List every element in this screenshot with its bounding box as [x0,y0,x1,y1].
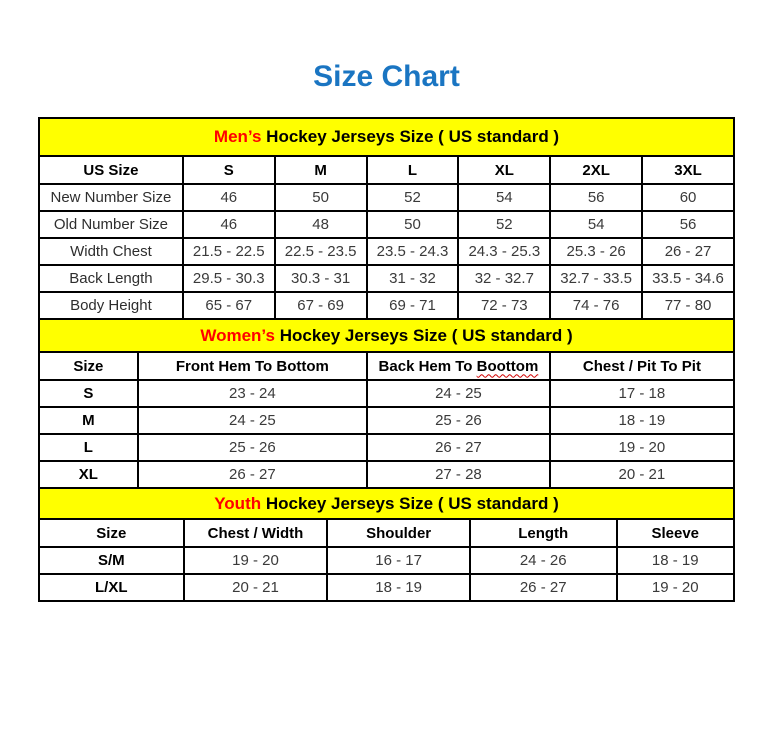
value-cell: 77 - 80 [642,292,734,319]
value-cell: 29.5 - 30.3 [183,265,275,292]
table-row [39,184,734,211]
column-header-label: Back Hem To [378,357,477,375]
youth-section-heading [38,487,735,520]
column-header-cell [617,519,734,547]
column-header-cell [39,156,183,184]
youth-size-table [38,518,735,602]
value-cell: 19 - 20 [617,574,734,601]
table-row [39,434,734,461]
table-row [39,547,734,574]
value-cell: 33.5 - 34.6 [642,265,734,292]
value-cell: 50 [275,184,367,211]
men-size-table [38,155,735,320]
row-label-cell: S/M [39,547,184,574]
value-cell: 24 - 25 [138,407,367,434]
column-header-label: Shoulder [366,524,432,542]
row-label-cell: New Number Size [39,184,183,211]
value-cell: 69 - 71 [367,292,459,319]
table-row [39,238,734,265]
value-cell: 24.3 - 25.3 [458,238,550,265]
value-cell: 74 - 76 [550,292,642,319]
column-header-row [39,156,734,184]
section-heading-highlight: Men’s [213,127,262,146]
section-heading-highlight: Youth [214,494,262,513]
column-header-cell [327,519,469,547]
table-row [39,211,734,238]
column-header-cell [39,519,184,547]
column-header-cell [367,156,459,184]
column-header-row [39,519,734,547]
section-heading-text: Hockey Jerseys Size ( US standard ) [261,127,560,146]
value-cell: 22.5 - 23.5 [275,238,367,265]
value-cell: 56 [550,184,642,211]
column-header-label: US Size [83,161,139,179]
value-cell: 18 - 19 [327,574,469,601]
value-cell: 25 - 26 [138,434,367,461]
row-label-cell: L/XL [39,574,184,601]
table-row [39,574,734,601]
value-cell: 65 - 67 [183,292,275,319]
table-row [39,380,734,407]
column-header-cell [458,156,550,184]
value-cell: 23 - 24 [138,380,367,407]
table-row [39,292,734,319]
size-chart-page [0,60,776,602]
section-heading-highlight: Women’s [200,326,275,345]
value-cell: 31 - 32 [367,265,459,292]
column-header-cell [470,519,617,547]
column-header-cell [642,156,734,184]
women-size-table [38,351,735,489]
column-header-cell [275,156,367,184]
value-cell: 48 [275,211,367,238]
men-section-heading [38,117,735,157]
value-cell: 20 - 21 [184,574,328,601]
value-cell: 56 [642,211,734,238]
value-cell: 46 [183,211,275,238]
value-cell: 60 [642,184,734,211]
value-cell: 18 - 19 [550,407,734,434]
value-cell: 50 [367,211,459,238]
value-cell: 23.5 - 24.3 [367,238,459,265]
row-label-cell: L [39,434,138,461]
value-cell: 17 - 18 [550,380,734,407]
row-label-cell: S [39,380,138,407]
value-cell: 54 [458,184,550,211]
value-cell: 26 - 27 [470,574,617,601]
misspelled-word: Boottom [476,357,539,375]
value-cell: 46 [183,184,275,211]
value-cell: 24 - 26 [470,547,617,574]
column-header-label: Chest / Pit To Pit [582,357,701,375]
value-cell: 27 - 28 [367,461,550,488]
table-row [39,265,734,292]
column-header-label: Chest / Width [207,524,304,542]
column-header-label: 3XL [674,161,702,179]
column-header-cell [183,156,275,184]
value-cell: 30.3 - 31 [275,265,367,292]
row-label-cell: Old Number Size [39,211,183,238]
row-label-cell: Body Height [39,292,183,319]
value-cell: 32 - 32.7 [458,265,550,292]
column-header-row [39,352,734,380]
column-header-cell [184,519,328,547]
column-header-cell [39,352,138,380]
value-cell: 54 [550,211,642,238]
column-header-cell [138,352,367,380]
value-cell: 19 - 20 [184,547,328,574]
row-label-cell: Back Length [39,265,183,292]
column-header-cell [550,352,734,380]
value-cell: 32.7 - 33.5 [550,265,642,292]
page-title: Size Chart [313,60,460,93]
column-header-label: Front Hem To Bottom [175,357,329,375]
section-heading-text: Hockey Jerseys Size ( US standard ) [274,326,573,345]
value-cell: 26 - 27 [642,238,734,265]
value-cell: 19 - 20 [550,434,734,461]
value-cell: 26 - 27 [138,461,367,488]
column-header-cell [367,352,550,380]
column-header-label: Size [96,524,127,542]
value-cell: 21.5 - 22.5 [183,238,275,265]
row-label-cell: Width Chest [39,238,183,265]
column-header-label: 2XL [582,161,610,179]
women-section-heading [38,318,735,353]
column-header-label: Sleeve [651,524,700,542]
column-header-label: S [223,161,234,179]
column-header-label: Length [518,524,569,542]
value-cell: 18 - 19 [617,547,734,574]
size-chart [38,117,735,602]
column-header-cell [550,156,642,184]
value-cell: 24 - 25 [367,380,550,407]
row-label-cell: M [39,407,138,434]
value-cell: 52 [367,184,459,211]
section-heading-text: Hockey Jerseys Size ( US standard ) [261,494,559,513]
column-header-label: L [407,161,418,179]
value-cell: 72 - 73 [458,292,550,319]
table-row [39,407,734,434]
value-cell: 25.3 - 26 [550,238,642,265]
row-label-cell: XL [39,461,138,488]
value-cell: 25 - 26 [367,407,550,434]
column-header-label: M [314,161,327,179]
value-cell: 20 - 21 [550,461,734,488]
table-row [39,461,734,488]
column-header-label: Size [73,357,104,375]
value-cell: 16 - 17 [327,547,469,574]
value-cell: 26 - 27 [367,434,550,461]
value-cell: 52 [458,211,550,238]
column-header-label: XL [494,161,514,179]
value-cell: 67 - 69 [275,292,367,319]
